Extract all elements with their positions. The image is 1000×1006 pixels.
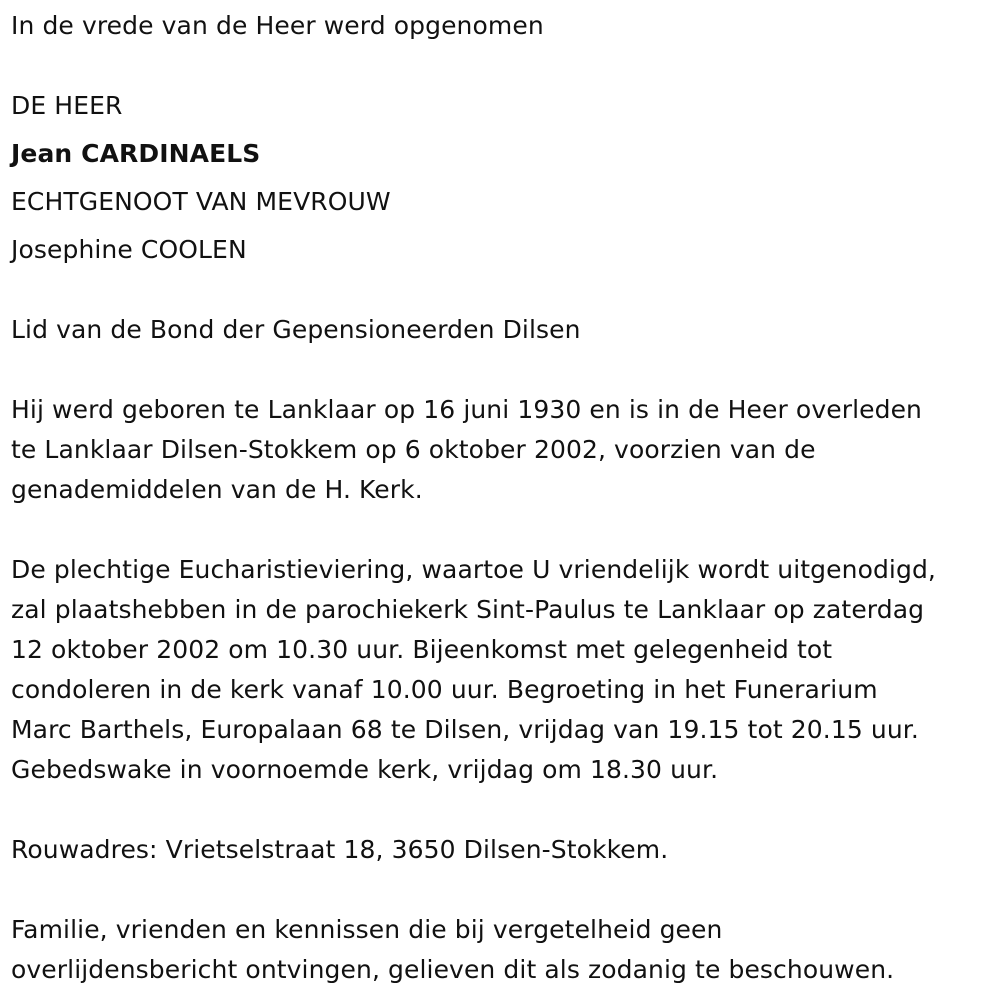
spacer <box>11 790 993 830</box>
obituary-document <box>11 6 993 990</box>
opening-line: In de vrede van de Heer werd opgenomen <box>11 11 544 40</box>
closing-paragraph <box>11 910 993 990</box>
spacer <box>11 126 993 134</box>
life-line: Hij werd geboren te Lanklaar op 16 juni 1930 en is in de Heer overleden <box>11 395 922 424</box>
spacer <box>11 350 993 390</box>
ceremony-line: Marc Barthels, Europalaan 68 te Dilsen, vrijdag van 19.15 tot 20.15 uur. <box>11 715 919 744</box>
ceremony-line: zal plaatshebben in de parochiekerk Sint-Paulus te Lanklaar op zaterdag <box>11 595 925 624</box>
spouse-label: ECHTGENOOT VAN MEVROUW <box>11 187 391 216</box>
spacer <box>11 510 993 550</box>
life-paragraph <box>11 390 993 510</box>
mourning-address: Rouwadres: Vrietselstraat 18, 3650 Dilsen-Stokkem. <box>11 835 669 864</box>
spouse-name: Josephine COOLEN <box>11 235 247 264</box>
membership-line: Lid van de Bond der Gepensioneerden Dilsen <box>11 315 581 344</box>
honorific: DE HEER <box>11 91 123 120</box>
closing-line: overlijdensbericht ontvingen, gelieven dit als zodanig te beschouwen. <box>11 955 895 984</box>
spacer <box>11 46 993 86</box>
spacer <box>11 174 993 182</box>
spacer <box>11 222 993 230</box>
spacer <box>11 270 993 310</box>
life-line: genademiddelen van de H. Kerk. <box>11 475 423 504</box>
ceremony-paragraph <box>11 550 993 790</box>
spacer <box>11 870 993 910</box>
ceremony-line: Gebedswake in voornoemde kerk, vrijdag om 18.30 uur. <box>11 755 719 784</box>
ceremony-line: condoleren in de kerk vanaf 10.00 uur. Begroeting in het Funerarium <box>11 675 878 704</box>
life-line: te Lanklaar Dilsen-Stokkem op 6 oktober 2002, voorzien van de <box>11 435 816 464</box>
ceremony-line: De plechtige Eucharistieviering, waartoe U vriendelijk wordt uitgenodigd, <box>11 555 936 584</box>
deceased-name: Jean CARDINAELS <box>11 139 261 168</box>
closing-line: Familie, vrienden en kennissen die bij vergetelheid geen <box>11 915 723 944</box>
ceremony-line: 12 oktober 2002 om 10.30 uur. Bijeenkomst met gelegenheid tot <box>11 635 833 664</box>
